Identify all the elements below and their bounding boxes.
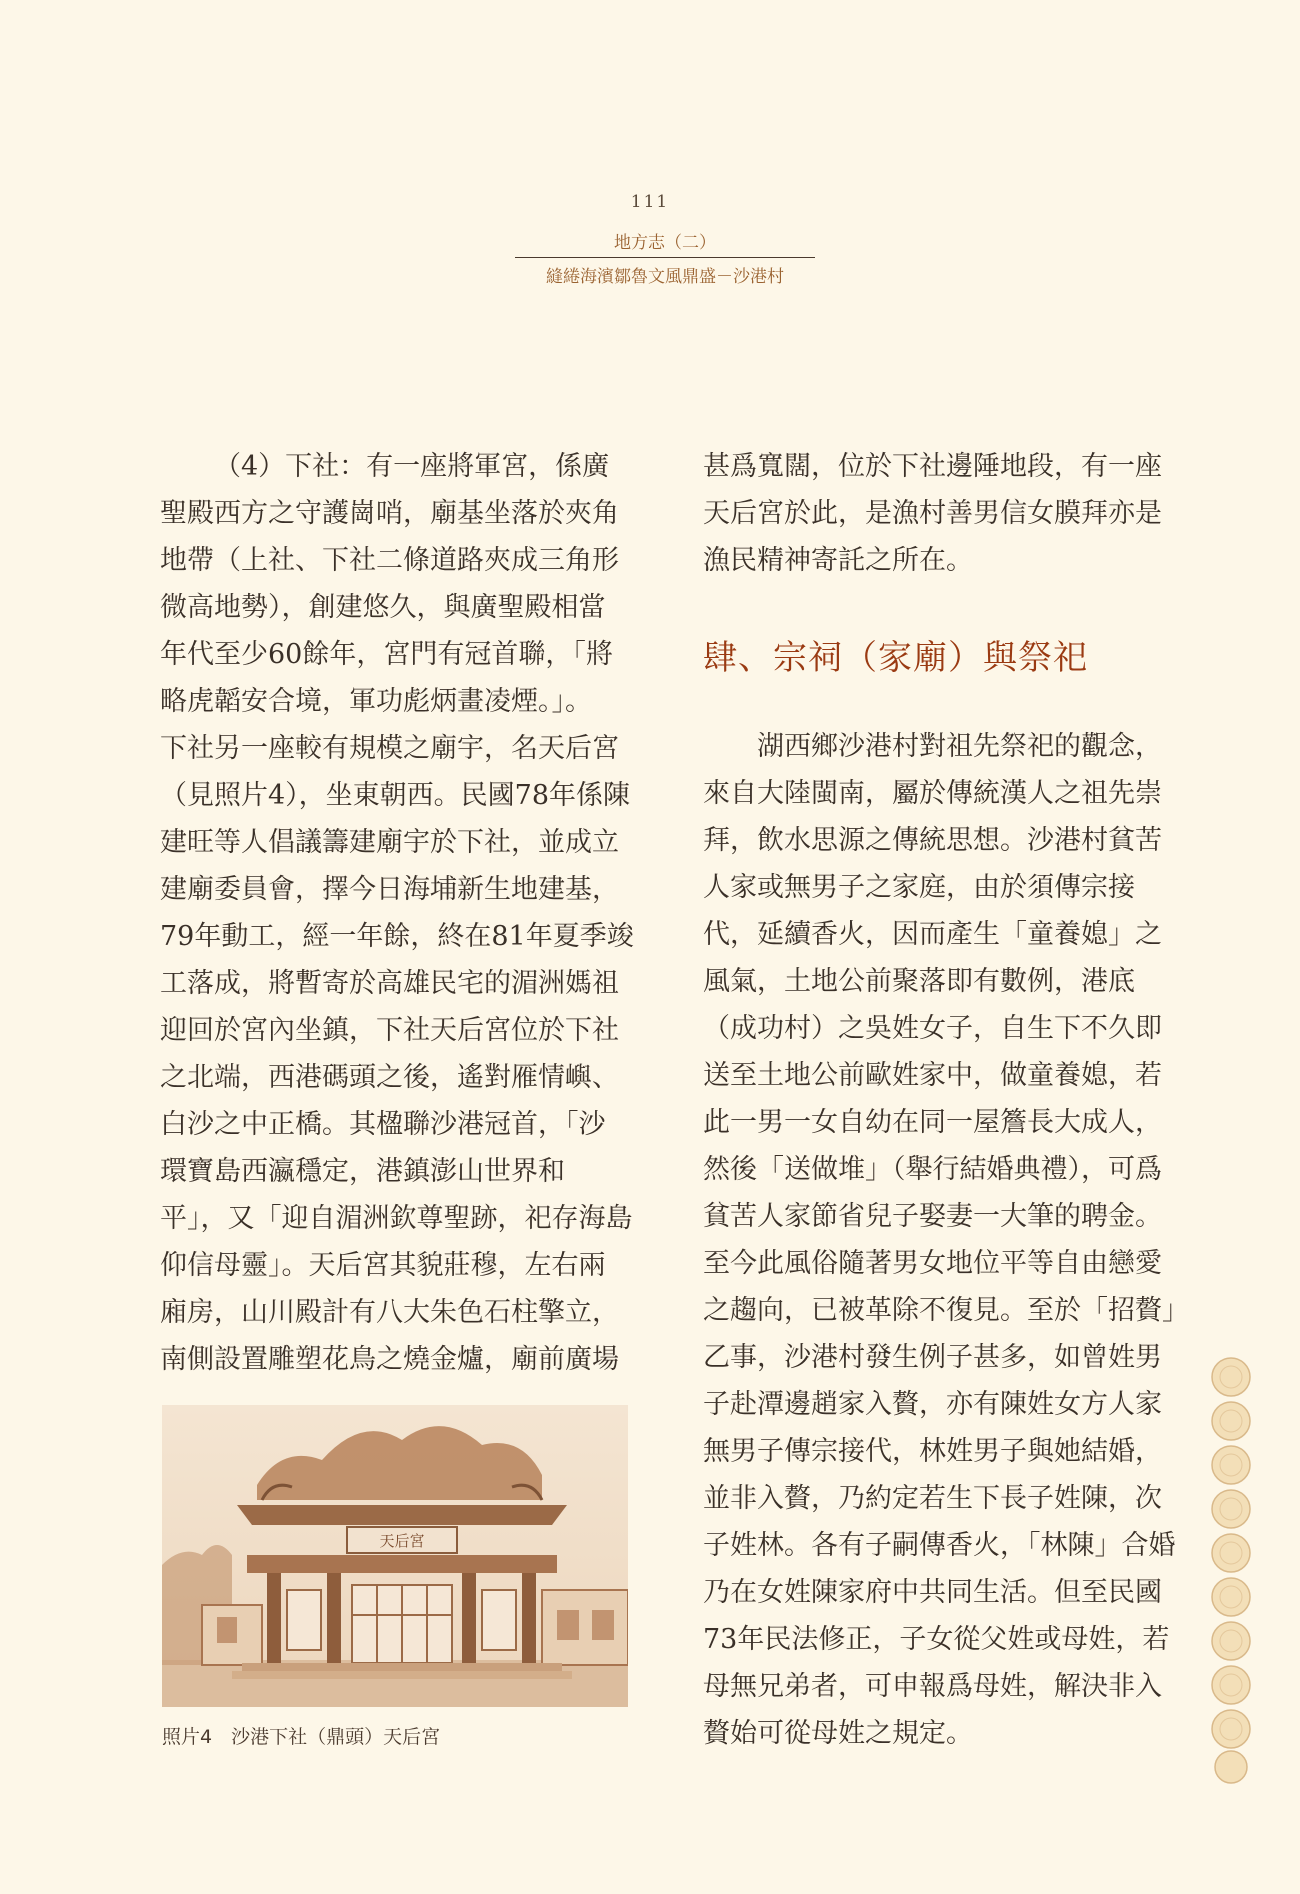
text-line: 至今此風俗隨著男女地位平等自由戀愛 [703, 1248, 1162, 1279]
text-line: 人家或無男子之家庭，由於須傳宗接 [703, 872, 1135, 903]
temple-photo [162, 1405, 628, 1707]
text-line: 工落成，將暫寄於高雄民宅的湄洲媽祖 [160, 968, 619, 999]
text-line: 母無兄弟者，可申報爲母姓，解決非入 [703, 1671, 1162, 1702]
text-line: 建廟委員會，擇今日海埔新生地建基， [160, 874, 619, 905]
text-line: 無男子傳宗接代，林姓男子與她結婚， [703, 1436, 1162, 1467]
text-line: 廂房，山川殿計有八大朱色石柱擎立， [160, 1297, 619, 1328]
text-line: 環寶島西瀛穩定，港鎮澎山世界和 [160, 1156, 565, 1187]
text-line: （4）下社：有一座將軍宮，係廣 [214, 451, 610, 482]
right-column-intro [703, 443, 1173, 584]
text-line: 白沙之中正橋。其楹聯沙港冠首，「沙 [160, 1109, 606, 1140]
text-line: 來自大陸閩南，屬於傳統漢人之祖先崇 [703, 778, 1162, 809]
text-line: 迎回於宮內坐鎮，下社天后宮位於下社 [160, 1015, 619, 1046]
text-line: 乙事，沙港村發生例子甚多，如曾姓男 [703, 1342, 1162, 1373]
text-line: 天后宮於此，是漁村善男信女膜拜亦是 [703, 498, 1162, 529]
running-header [515, 228, 815, 287]
text-line: 代，延續香火，因而產生「童養媳」之 [703, 919, 1162, 950]
text-line: 此一男一女自幼在同一屋簷長大成人， [703, 1107, 1162, 1138]
right-column-body [703, 723, 1189, 1757]
photo-caption: 照片4 沙港下社（鼎頭）天后宮 [162, 1726, 441, 1748]
text-line: 73年民法修正，子女從父姓或母姓，若 [703, 1624, 1170, 1655]
text-line: 建旺等人倡議籌建廟宇於下社，並成立 [160, 827, 619, 858]
text-line: 送至土地公前歐姓家中，做童養媳，若 [703, 1060, 1162, 1091]
text-line: （見照片4），坐東朝西。民國78年係陳 [160, 780, 631, 811]
text-line: 並非入贅，乃約定若生下長子姓陳，次 [703, 1483, 1162, 1514]
text-line: 年代至少60餘年，宮門有冠首聯，「將 [160, 639, 613, 670]
text-line: 之趨向，已被革除不復見。至於「招贅」 [703, 1295, 1189, 1326]
header-rule [515, 257, 815, 258]
text-line: 聖殿西方之守護崗哨，廟基坐落於夾角 [160, 498, 619, 529]
text-line: 下社另一座較有規模之廟宇，名天后宮 [160, 733, 619, 764]
text-line: 然後「送做堆」（舉行結婚典禮），可爲 [703, 1154, 1162, 1185]
text-line: 子姓林。各有子嗣傳香火，「林陳」合婚 [703, 1530, 1176, 1561]
text-line: 贅始可從母姓之規定。 [703, 1718, 973, 1749]
temple-photo-illustration [162, 1405, 628, 1707]
text-line: 略虎韜安合境，軍功彪炳畫凌煙。」。 [160, 686, 592, 717]
text-line: 平」，又「迎自湄洲欽尊聖跡，祀存海島 [160, 1203, 633, 1234]
header-chapter-title: 縫綣海濱鄒魯文風鼎盛－沙港村 [546, 267, 784, 287]
text-line: 漁民精神寄託之所在。 [703, 545, 973, 576]
text-line: 微高地勢），創建悠久，與廣聖殿相當 [160, 592, 606, 623]
text-line: 湖西鄉沙港村對祖先祭祀的觀念， [757, 731, 1162, 762]
section-heading: 肆、宗祠（家廟）與祭祀 [703, 638, 1088, 678]
text-line: 之北端，西港碼頭之後，遙對雁情嶼、 [160, 1062, 619, 1093]
text-line: 仰信母靈」。天后宮其貌莊穆，左右兩 [160, 1250, 606, 1281]
text-line: 子赴潭邊趙家入贅，亦有陳姓女方人家 [703, 1389, 1162, 1420]
left-column-text [160, 443, 634, 1383]
page-number: 111 [630, 192, 670, 212]
text-line: （成功村）之吳姓女子，自生下不久即 [703, 1013, 1162, 1044]
text-line: 乃在女姓陳家府中共同生活。但至民國 [703, 1577, 1162, 1608]
text-line: 南側設置雕塑花鳥之燒金爐，廟前廣場 [160, 1344, 619, 1375]
text-line: 拜，飲水思源之傳統思想。沙港村貧苦 [703, 825, 1162, 856]
text-line: 風氣，土地公前聚落即有數例，港底 [703, 966, 1135, 997]
temple-plaque: 天后宮 [379, 1532, 425, 1550]
text-line: 甚爲寬闊，位於下社邊陲地段，有一座 [703, 451, 1162, 482]
text-line: 地帶（上社、下社二條道路夾成三角形 [160, 545, 619, 576]
text-line: 貧苦人家節省兒子娶妻一大筆的聘金。 [703, 1201, 1162, 1232]
text-line: 79年動工，經一年餘，終在81年夏季竣 [160, 921, 634, 952]
ornament-circles-icon [1203, 1355, 1259, 1785]
header-volume-title: 地方志（二） [614, 233, 716, 253]
